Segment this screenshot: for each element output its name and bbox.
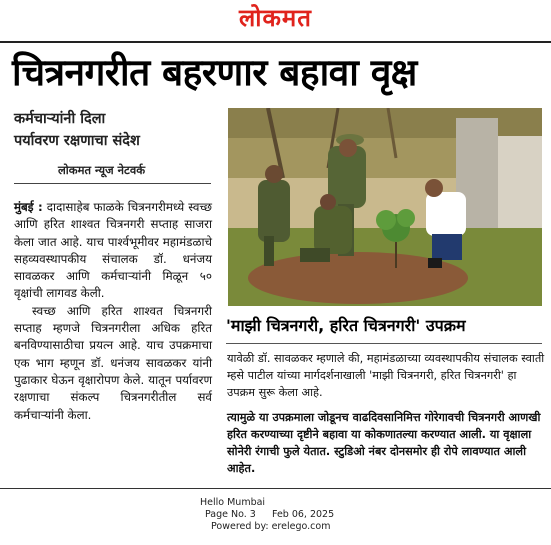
paragraph-1-text: दादासाहेब फाळके चित्रनगरीमध्ये स्वच्छ आणि हरित शाश्वत चित्रनगरी सप्ताह साजरा केला जात आहे. याच पार्श्वभूमीवर महामंडळाचे सहव्यवस्थापकीय संचालक डॉ. धनंजय सावळकर आणि कर्मचाऱ्यांनी मिळून ५० वृक्षांची लागवड केली. <box>14 200 212 301</box>
news-photo <box>228 108 542 306</box>
subheadline-line-2: पर्यावरण रक्षणाचा संदेश <box>14 133 140 149</box>
top-divider <box>0 41 551 43</box>
footer-page: Page No. 3 <box>205 509 256 520</box>
article-paragraph-1 <box>14 199 212 303</box>
article-paragraph-2: स्वच्छ आणि हरित शाश्वत चित्रनगरी सप्ताह म्हणजे चित्रनगरीला अधिक हरित बनविण्यासाठीचा प्रयत्न आहे. याच उपक्रमाचा एक भाग म्हणून डॉ. धनंजय सावळकर यांनी पुढाकार घेऊन वृक्षारोपण केले. यातून पर्यावरण रक्षणाचा संकल्प चित्रनगरीतील सर्व कर्मचाऱ्यांनी केला. <box>14 303 212 422</box>
footer-edition: Hello Mumbai <box>200 497 266 508</box>
subheadline-line-1: कर्मचाऱ्यांनी दिला <box>14 111 106 127</box>
footer-date: Feb 06, 2025 <box>272 509 335 520</box>
footer-powered: Powered by: erelego.com <box>211 521 331 532</box>
caption-paragraph-1: यावेळी डॉ. सावळकर म्हणाले की, महामंडळाच्या व्यवस्थापकीय संचालक स्वाती म्हसे पाटील यांच्या मार्गदर्शनाखाली 'माझी चित्रनगरी, हरित चित्रनगरी' हा उपक्रम सुरू केला आहे. <box>227 352 545 399</box>
tree-planting-photo <box>228 108 542 306</box>
caption-divider <box>226 343 542 344</box>
caption-body <box>227 350 545 485</box>
headline: चित्रनगरीत बहरणार बहावा वृक्ष <box>12 51 417 94</box>
caption-title: 'माझी चित्रनगरी, हरित चित्रनगरी' उपक्रम <box>226 316 466 335</box>
byline-divider <box>14 183 211 184</box>
dateline: मुंबई : <box>14 200 43 214</box>
caption-paragraph-2: त्यामुळे या उपक्रमाला जोडूनच वाढदिवसानिमित्त गोरेगावची चित्रनगरी आणखी हरित करण्याच्या दृष्टीने बहावा या कोकणातल्या करण्यात आली. या वृक्षाला सोनेरी रंगाची फुले येतात. स्टुडिओ नंबर दोनसमोर ही रोपे लावण्यात आली आहेत. <box>227 411 541 475</box>
subheadline <box>14 108 219 152</box>
bottom-divider <box>0 488 551 489</box>
article-body <box>14 199 212 424</box>
byline: लोकमत न्यूज नेटवर्क <box>58 163 146 177</box>
masthead-logo: लोकमत <box>239 3 312 32</box>
